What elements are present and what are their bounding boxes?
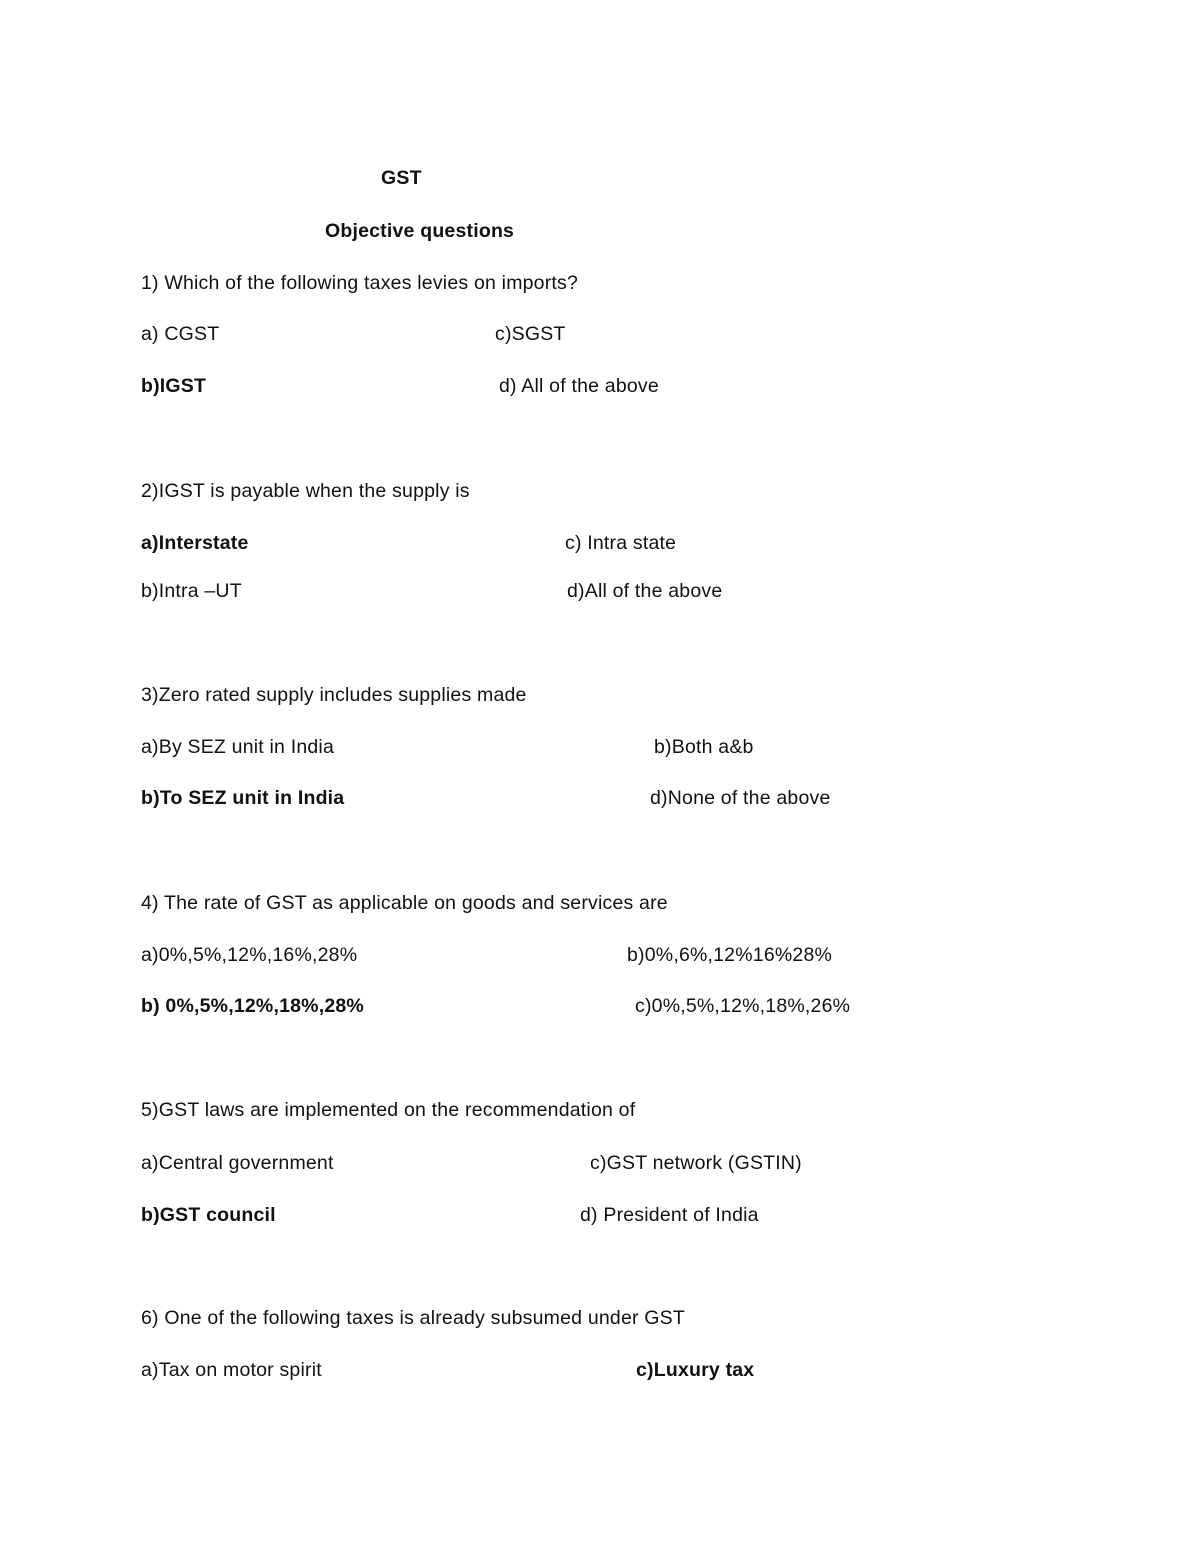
q3-option-b: b)To SEZ unit in India — [141, 787, 345, 809]
document-title: GST — [381, 167, 422, 189]
q2-option-a: a)Interstate — [141, 532, 249, 554]
q1-option-a: a) CGST — [141, 323, 220, 345]
question-6: 6) One of the following taxes is already subsumed under GST — [141, 1307, 685, 1329]
q4-option-b-right: b)0%,6%,12%16%28% — [627, 944, 833, 966]
q6-option-a: a)Tax on motor spirit — [141, 1359, 322, 1381]
q2-option-d: d)All of the above — [567, 580, 723, 602]
q2-option-c: c) Intra state — [565, 532, 677, 554]
question-3: 3)Zero rated supply includes supplies made — [141, 684, 527, 706]
q1-option-c: c)SGST — [495, 323, 566, 345]
q3-option-b-right: b)Both a&b — [654, 736, 754, 758]
q4-option-c: c)0%,5%,12%,18%,26% — [635, 995, 851, 1017]
q4-option-b: b) 0%,5%,12%,18%,28% — [141, 995, 364, 1017]
question-5: 5)GST laws are implemented on the recommendation of — [141, 1099, 636, 1121]
q5-option-d: d) President of India — [580, 1204, 759, 1226]
q5-option-a: a)Central government — [141, 1152, 334, 1174]
q3-option-d: d)None of the above — [650, 787, 831, 809]
question-2: 2)IGST is payable when the supply is — [141, 480, 470, 502]
q6-option-c: c)Luxury tax — [636, 1359, 755, 1381]
q3-option-a: a)By SEZ unit in India — [141, 736, 334, 758]
question-1: 1) Which of the following taxes levies on imports? — [141, 272, 579, 294]
q5-option-b: b)GST council — [141, 1204, 276, 1226]
q1-option-d: d) All of the above — [499, 375, 659, 397]
q4-option-a: a)0%,5%,12%,16%,28% — [141, 944, 358, 966]
question-4: 4) The rate of GST as applicable on goods and services are — [141, 892, 668, 914]
document-subtitle: Objective questions — [325, 220, 515, 242]
q2-option-b: b)Intra –UT — [141, 580, 242, 602]
q5-option-c: c)GST network (GSTIN) — [590, 1152, 802, 1174]
q1-option-b: b)IGST — [141, 375, 207, 397]
